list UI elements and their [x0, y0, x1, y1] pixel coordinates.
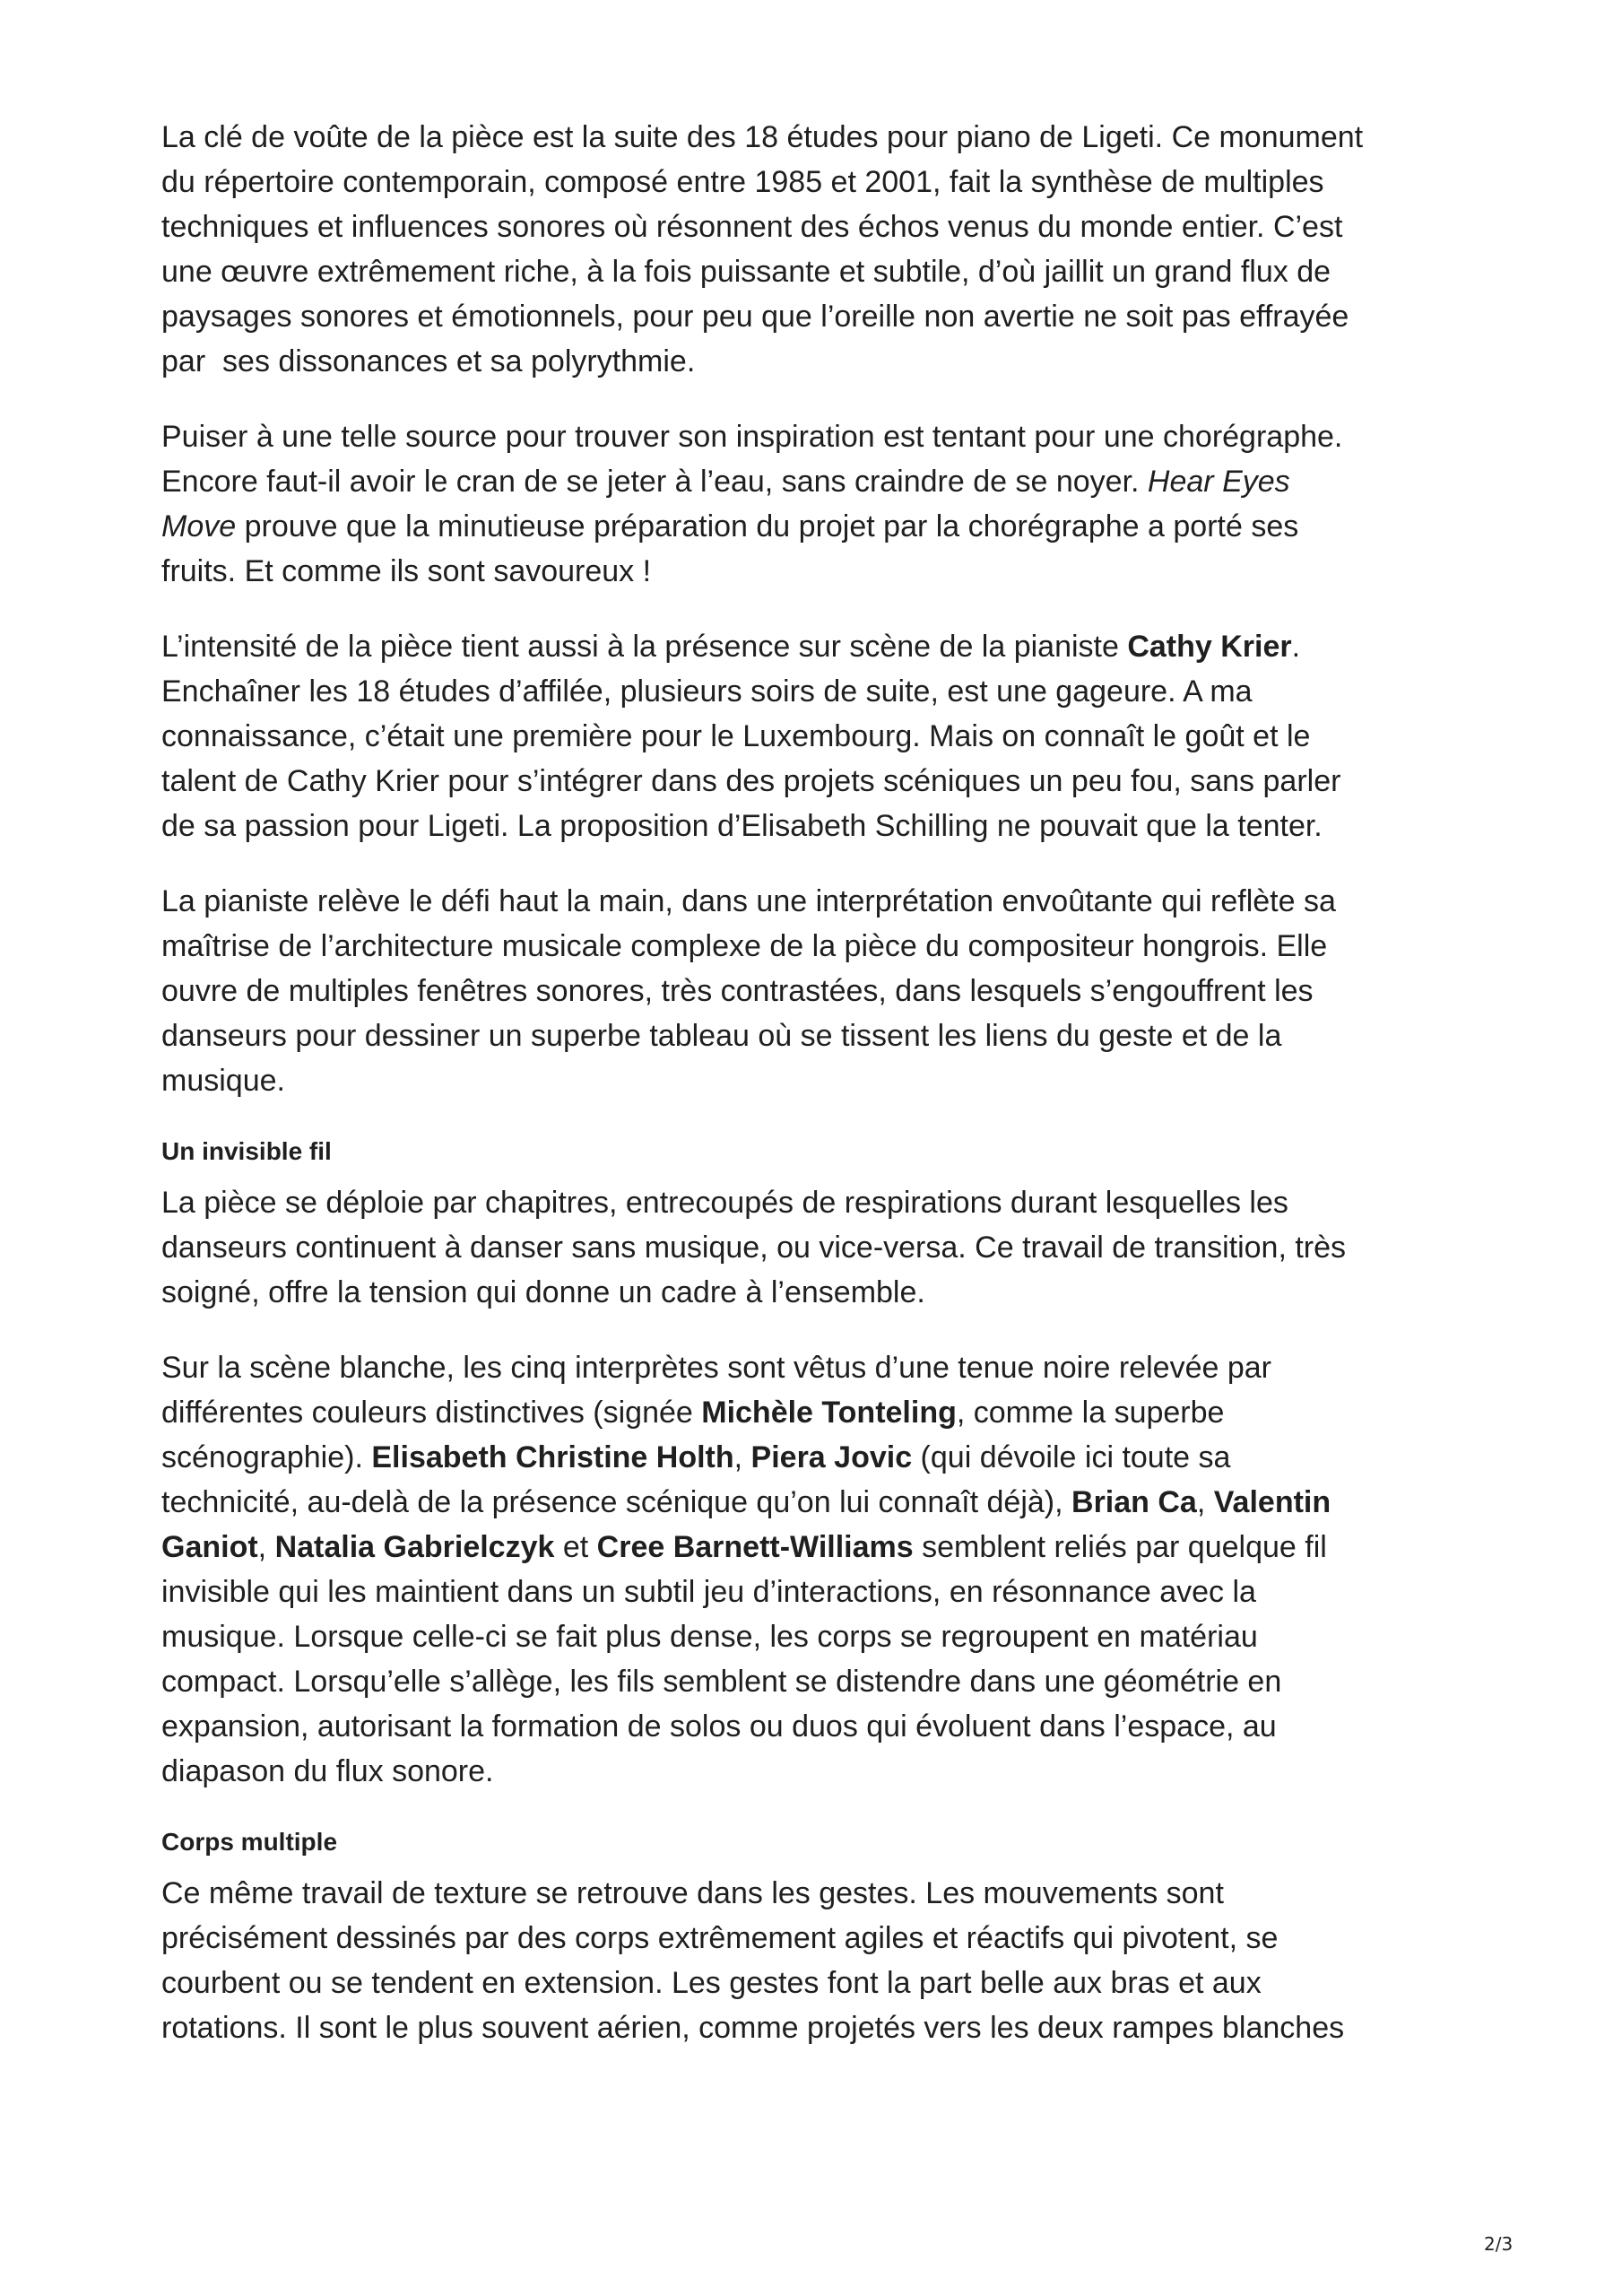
text-line — [161, 1525, 1470, 1570]
text-segment: , comme la superbe — [956, 1396, 1225, 1430]
text-segment: , — [1196, 1485, 1214, 1519]
text-line: invisible qui les maintient dans un subtil jeu d’interactions, en résonnance avec la — [161, 1575, 1256, 1609]
text-line: talent de Cathy Krier pour s’intégrer dans des projets scéniques un peu fou, sans parler — [161, 764, 1341, 798]
text-line: soigné, offre la tension qui donne un cadre à l’ensemble. — [161, 1275, 925, 1309]
text-line: La pianiste relève le défi haut la main, dans une interprétation envoûtante qui reflète sa — [161, 884, 1336, 918]
text-segment: (qui dévoile ici toute sa — [912, 1440, 1231, 1474]
person-name-bold: Elisabeth Christine Holth — [371, 1440, 734, 1474]
text-line: rotations. Il sont le plus souvent aérien, comme projetés vers les deux rampes blanches — [161, 2011, 1345, 2045]
text-line: par ses dissonances et sa polyrythmie. — [161, 344, 696, 378]
text-line: La clé de voûte de la pièce est la suite des 18 études pour piano de Ligeti. Ce monument — [161, 120, 1364, 154]
text-segment: , — [257, 1530, 275, 1564]
person-name-bold: Piera Jovic — [750, 1440, 913, 1474]
text-line — [161, 1435, 1470, 1480]
text-line: paysages sonores et émotionnels, pour peu que l’oreille non avertie ne soit pas effrayée — [161, 300, 1349, 334]
text-segment: et — [554, 1530, 597, 1564]
person-name-bold: Michèle Tonteling — [701, 1396, 957, 1430]
text-segment: différentes couleurs distinctives (signée — [161, 1396, 702, 1430]
page-number: 2/3 — [1484, 2233, 1514, 2255]
paragraph-pianist — [161, 624, 1470, 848]
person-name-bold: Ganiot — [161, 1530, 258, 1564]
text-line — [161, 459, 1470, 504]
text-line: techniques et influences sonores où résonnent des échos venus du monde entier. C’est — [161, 210, 1343, 244]
text-line: danseurs pour dessiner un superbe tableau où se tissent les liens du geste et de la — [161, 1019, 1282, 1053]
text-line: diapason du flux sonore. — [161, 1754, 494, 1788]
text-line: précisément dessinés par des corps extrêmement agiles et réactifs qui pivotent, se — [161, 1921, 1279, 1955]
person-name-bold: Natalia Gabrielczyk — [274, 1530, 555, 1564]
text-line: Sur la scène blanche, les cinq interprètes sont vêtus d’une tenue noire relevée par — [161, 1351, 1271, 1385]
text-line: maîtrise de l’architecture musicale complexe de la pièce du compositeur hongrois. Elle — [161, 929, 1328, 963]
person-name-bold: Cathy Krier — [1127, 630, 1292, 664]
text-line — [161, 1480, 1470, 1525]
text-line: musique. Lorsque celle-ci se fait plus dense, les corps se regroupent en matériau — [161, 1620, 1258, 1654]
paragraph-interpretation — [161, 879, 1470, 1103]
section-heading-invisible-fil: Un invisible fil — [161, 1137, 332, 1165]
text-segment: , — [733, 1440, 751, 1474]
text-line: de sa passion pour Ligeti. La proposition d’Elisabeth Schilling ne pouvait que la tenter. — [161, 809, 1323, 843]
paragraph-gestures — [161, 1871, 1470, 2050]
text-line: Enchaîner les 18 études d’affilée, plusieurs soirs de suite, est une gageure. A ma — [161, 674, 1253, 709]
text-line: ouvre de multiples fenêtres sonores, très contrastées, dans lesquels s’engouffrent les — [161, 974, 1314, 1008]
text-line: courbent ou se tendent en extension. Les gestes font la part belle aux bras et aux — [161, 1966, 1262, 2000]
text-line: une œuvre extrêmement riche, à la fois puissante et subtile, d’où jaillit un grand flux de — [161, 255, 1331, 289]
document-page — [161, 115, 1470, 2081]
person-name-bold: Valentin — [1213, 1485, 1331, 1519]
text-line: expansion, autorisant la formation de solos ou duos qui évoluent dans l’espace, au — [161, 1709, 1277, 1744]
text-line — [161, 624, 1470, 669]
text-segment: L’intensité de la pièce tient aussi à la présence sur scène de la pianiste — [161, 630, 1128, 664]
text-line: du répertoire contemporain, composé entre 1985 et 2001, fait la synthèse de multiples — [161, 165, 1324, 199]
text-line: Puiser à une telle source pour trouver son inspiration est tentant pour une chorégraphe. — [161, 420, 1343, 454]
section-heading-corps-multiple: Corps multiple — [161, 1828, 338, 1856]
paragraph-chapters — [161, 1180, 1470, 1315]
paragraph-performers — [161, 1345, 1470, 1794]
text-line: fruits. Et comme ils sont savoureux ! — [161, 554, 652, 588]
text-line: compact. Lorsqu’elle s’allège, les fils semblent se distendre dans une géométrie en — [161, 1665, 1282, 1699]
work-title-italic: Hear Eyes — [1147, 465, 1290, 499]
paragraph-inspiration — [161, 414, 1470, 594]
text-line: danseurs continuent à danser sans musique, ou vice-versa. Ce travail de transition, très — [161, 1231, 1347, 1265]
text-line: musique. — [161, 1064, 285, 1098]
person-name-bold: Cree Barnett-Williams — [596, 1530, 914, 1564]
text-segment: technicité, au-delà de la présence scénique qu’on lui connaît déjà), — [161, 1485, 1072, 1519]
text-line: Ce même travail de texture se retrouve dans les gestes. Les mouvements sont — [161, 1876, 1224, 1910]
text-segment: Encore faut-il avoir le cran de se jeter à l’eau, sans craindre de se noyer. — [161, 465, 1148, 499]
person-name-bold: Brian Ca — [1071, 1485, 1197, 1519]
text-segment: . — [1291, 630, 1301, 664]
text-line — [161, 1390, 1470, 1435]
text-segment: scénographie). — [161, 1440, 372, 1474]
paragraph-ligeti-etudes — [161, 115, 1470, 384]
text-line: connaissance, c’était une première pour le Luxembourg. Mais on connaît le goût et le — [161, 719, 1311, 753]
text-line — [161, 504, 1470, 549]
text-segment: prouve que la minutieuse préparation du projet par la chorégraphe a porté ses — [236, 509, 1299, 544]
text-line: La pièce se déploie par chapitres, entrecoupés de respirations durant lesquelles les — [161, 1186, 1288, 1220]
work-title-italic: Move — [161, 509, 237, 544]
text-segment: semblent reliés par quelque fil — [913, 1530, 1327, 1564]
